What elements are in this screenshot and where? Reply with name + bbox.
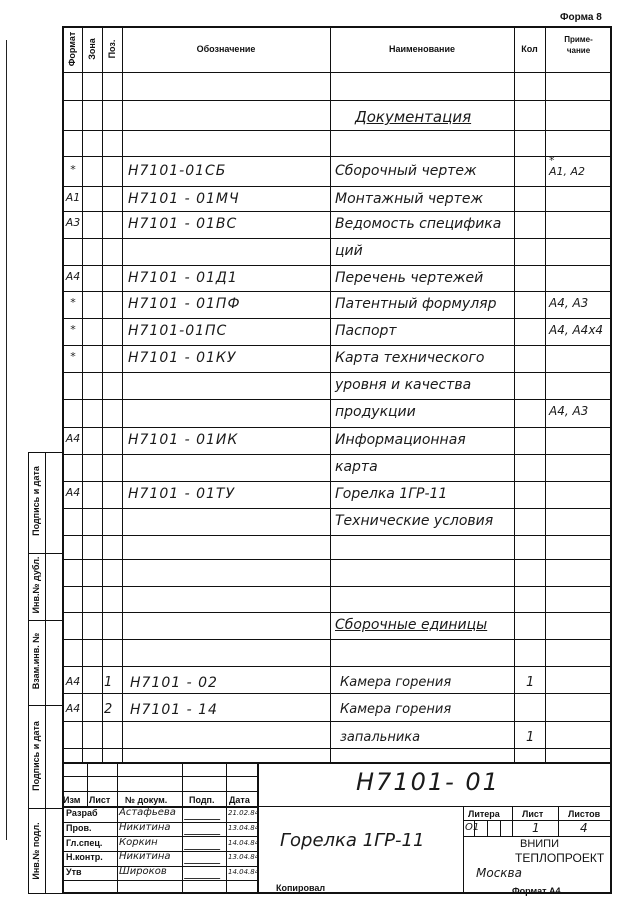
row-name: Патентный формуляр [335, 296, 497, 312]
tb-date: 14.04.84 [228, 868, 260, 876]
row-designation: Н7101 - 01ТУ [128, 486, 236, 502]
form-label: Форма 8 [560, 12, 602, 23]
row-format: А3 [65, 216, 81, 229]
org-line1: ВНИПИ [520, 838, 559, 850]
row-name: продукции [335, 404, 416, 420]
footer-format: Формат А4 [512, 886, 561, 896]
sheet-value: 1 [532, 821, 540, 835]
table-row-line [62, 586, 612, 587]
table-row-line [62, 559, 612, 560]
litera-value: О1 [465, 822, 480, 833]
table-row-line [62, 130, 612, 131]
section-assemblies: Сборочные единицы [335, 617, 488, 633]
table-row-line [62, 211, 612, 212]
section-documentation: Документация [355, 108, 472, 126]
tb-role: Н.контр. [66, 852, 103, 862]
row-name: Горелка 1ГР-11 [335, 486, 448, 502]
table-row-line [62, 639, 612, 640]
row-name: Сборочный чертеж [335, 163, 477, 179]
signature-mark [184, 811, 224, 820]
signature-mark [184, 841, 224, 850]
asm-format: А4 [65, 675, 81, 688]
side-sign-date-2: Подпись и дата [31, 721, 41, 791]
row-designation: Н7101-01СБ [128, 163, 227, 179]
tb-role: Пров. [66, 823, 92, 833]
side-inv-dubl: Инв.№ дубл. [31, 556, 41, 614]
asm-format: А4 [65, 702, 81, 715]
row-name: Ведомость специфика [335, 216, 502, 232]
tb-role: Гл.спец. [66, 838, 103, 848]
doc-title: Горелка 1ГР-11 [280, 830, 425, 851]
asm-designation: Н7101 - 14 [130, 702, 218, 718]
tb-label-list: Лист [89, 795, 111, 805]
tb-row-line [62, 880, 257, 881]
asm-qty: 1 [526, 675, 535, 690]
asm-pos: 1 [104, 675, 113, 690]
row-designation: Н7101 - 01МЧ [128, 191, 240, 207]
table-row-line [62, 238, 612, 239]
side-vzam-inv: Взам.инв. № [31, 632, 41, 690]
row-format: * [70, 163, 76, 176]
tb-label-ndokum: № докум. [125, 795, 168, 805]
tb-role: Разраб [66, 808, 98, 818]
doc-number: Н7101- 01 [356, 768, 500, 796]
table-row-line [62, 612, 612, 613]
header-note: Приме- чание [564, 35, 593, 55]
tb-person: Астафьева [119, 807, 176, 818]
tb-date: 13.04.84 [228, 824, 260, 832]
table-row-line [62, 427, 612, 428]
row-note: * А1, А2 [549, 154, 586, 178]
footer-copied: Копировал [276, 883, 326, 893]
row-name: уровня и качества [335, 377, 472, 393]
row-name: Технические условия [335, 513, 494, 529]
tb-role: Утв [66, 867, 82, 877]
tb-label-izm: Изм [63, 795, 81, 805]
row-designation: Н7101 - 01ПФ [128, 296, 241, 312]
table-row-line [62, 265, 612, 266]
table-row-line [62, 535, 612, 536]
asm-pos: 2 [104, 702, 113, 717]
row-designation: Н7101 - 01КУ [128, 350, 237, 366]
asm-qty: 1 [526, 730, 535, 745]
table-row-line [62, 693, 612, 694]
table-row-line [62, 156, 612, 157]
table-row-line [62, 481, 612, 482]
row-format: * [70, 350, 76, 363]
asm-designation: Н7101 - 02 [130, 675, 218, 691]
signature-mark [184, 870, 224, 879]
asm-name: Камера горения [340, 675, 452, 690]
tb-row-line [62, 791, 257, 792]
tb-label-sheets: Листов [568, 809, 601, 819]
asm-name: запальника [340, 730, 421, 745]
tb-person: Широков [119, 866, 167, 877]
row-name: Перечень чертежей [335, 270, 484, 286]
table-row-line [62, 291, 612, 292]
tb-label-litera: Литера [468, 809, 500, 819]
tb-person: Никитина [119, 822, 171, 833]
table-row-line [62, 318, 612, 319]
tb-row-line [62, 776, 257, 777]
row-name: карта [335, 459, 378, 475]
table-row-line [62, 186, 612, 187]
tb-label-podp: Подп. [189, 795, 215, 805]
row-format: А4 [65, 486, 81, 499]
org-city: Москва [476, 866, 522, 880]
asm-name: Камера горения [340, 702, 452, 717]
tb-date: 13.04.84 [228, 853, 260, 861]
tb-person: Коркин [119, 837, 158, 848]
tb-row-line [62, 836, 257, 837]
table-row-line [62, 399, 612, 400]
tb-date: 21.02.84 [228, 809, 260, 817]
sheets-value: 4 [580, 821, 588, 835]
signature-mark [184, 855, 224, 864]
row-format: А1 [65, 191, 81, 204]
row-name: Карта технического [335, 350, 485, 366]
header-format: Формат [67, 31, 77, 67]
row-designation: Н7101 - 01ВС [128, 216, 238, 232]
row-note: А4, А4х4 [549, 323, 604, 337]
table-row-line [62, 508, 612, 509]
margin-line [6, 40, 7, 840]
row-designation: Н7101-01ПС [128, 323, 228, 339]
row-name: Информационная [335, 432, 466, 448]
row-designation: Н7101 - 01ИК [128, 432, 239, 448]
side-inv-podl: Инв.№ подл. [31, 822, 41, 880]
header-pos: Поз. [107, 39, 117, 59]
table-row-line [62, 721, 612, 722]
tb-person: Никитина [119, 851, 171, 862]
header-qty: Кол [521, 44, 538, 54]
row-format: А4 [65, 432, 81, 445]
side-sign-date-1: Подпись и дата [31, 466, 41, 536]
table-row-line [62, 345, 612, 346]
org-line2: ТЕПЛОПРОЕКТ [515, 851, 605, 865]
tb-label-data: Дата [229, 795, 250, 805]
row-note: А4, А3 [549, 404, 589, 418]
header-zone: Зона [87, 38, 97, 60]
table-row-line [62, 454, 612, 455]
row-designation: Н7101 - 01Д1 [128, 270, 238, 286]
tb-label-sheet: Лист [522, 809, 544, 819]
row-format: А4 [65, 270, 81, 283]
table-row-line [62, 372, 612, 373]
table-row-line [62, 748, 612, 749]
row-format: * [70, 323, 76, 336]
header-name: Наименование [388, 44, 456, 54]
row-name: Монтажный чертеж [335, 191, 484, 207]
table-row-line [62, 666, 612, 667]
tb-date: 14.04.84 [228, 839, 260, 847]
row-format: * [70, 296, 76, 309]
row-note: А4, А3 [549, 296, 589, 310]
row-name: ций [335, 243, 363, 259]
row-name: Паспорт [335, 323, 397, 339]
header-designation: Обозначение [196, 44, 256, 54]
signature-mark [184, 826, 224, 835]
